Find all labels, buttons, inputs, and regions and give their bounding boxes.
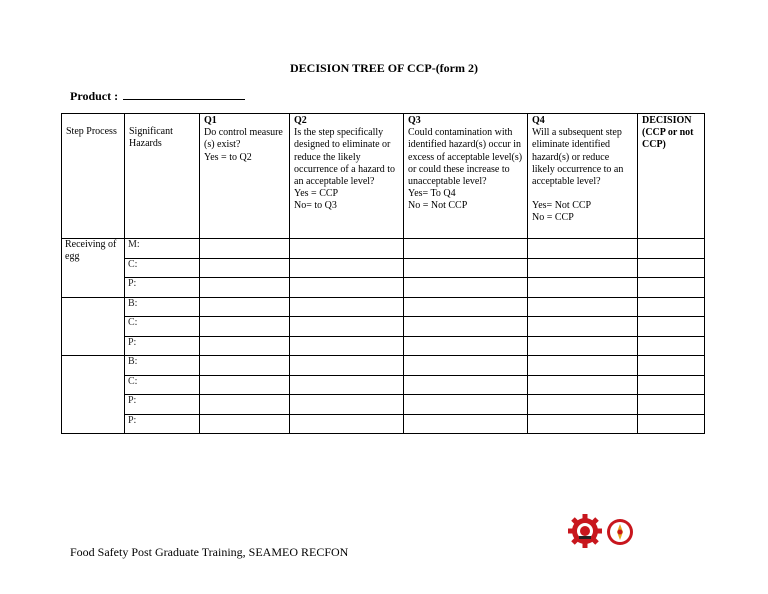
q3-label: Q3 <box>408 115 421 126</box>
hazard-cell[interactable]: B: <box>125 297 200 317</box>
hazard-cell[interactable]: P: <box>125 278 200 298</box>
answer-cell[interactable] <box>290 297 404 317</box>
hazard-cell[interactable]: M: <box>125 239 200 259</box>
answer-cell[interactable] <box>404 258 528 278</box>
answer-cell[interactable] <box>200 375 290 395</box>
product-blank-line[interactable] <box>123 88 245 100</box>
header-q3 <box>404 114 528 239</box>
decision-tree-table <box>61 113 705 434</box>
answer-cell[interactable] <box>290 356 404 376</box>
answer-cell[interactable] <box>638 336 705 356</box>
hazard-cell[interactable]: C: <box>125 317 200 337</box>
header-significant-hazards: Significant Hazards <box>125 114 200 239</box>
table-row <box>62 239 705 259</box>
table-row <box>62 317 705 337</box>
answer-cell[interactable] <box>404 297 528 317</box>
answer-cell[interactable] <box>528 414 638 434</box>
answer-cell[interactable] <box>290 239 404 259</box>
answer-cell[interactable] <box>404 395 528 415</box>
table-row <box>62 278 705 298</box>
q3-yes: Yes= To Q4 <box>408 188 456 200</box>
answer-cell[interactable] <box>290 336 404 356</box>
table-row <box>62 336 705 356</box>
answer-cell[interactable] <box>528 375 638 395</box>
q2-label: Q2 <box>294 115 307 126</box>
q2-yes: Yes = CCP <box>294 188 339 200</box>
hazard-cell[interactable]: B: <box>125 356 200 376</box>
answer-cell[interactable] <box>528 356 638 376</box>
answer-cell[interactable] <box>638 278 705 298</box>
answer-cell[interactable] <box>200 395 290 415</box>
hazard-cell[interactable]: P: <box>125 414 200 434</box>
q3-question: Could contamination with identified hazard(s) occur in excess of acceptable level(s) or could these increase to unacceptable level? <box>408 127 523 188</box>
table-row <box>62 414 705 434</box>
answer-cell[interactable] <box>638 239 705 259</box>
q1-question: Do control measure (s) exist? <box>204 127 283 151</box>
answer-cell[interactable] <box>404 375 528 395</box>
q4-no: No = CCP <box>532 212 574 224</box>
answer-cell[interactable] <box>200 317 290 337</box>
answer-cell[interactable] <box>638 317 705 337</box>
table-row <box>62 375 705 395</box>
answer-cell[interactable] <box>638 258 705 278</box>
answer-cell[interactable] <box>528 395 638 415</box>
product-field <box>70 88 245 104</box>
answer-cell[interactable] <box>200 239 290 259</box>
step-process-cell[interactable] <box>62 356 125 434</box>
header-row <box>62 114 705 239</box>
answer-cell[interactable] <box>290 395 404 415</box>
answer-cell[interactable] <box>290 278 404 298</box>
answer-cell[interactable] <box>528 258 638 278</box>
answer-cell[interactable] <box>404 336 528 356</box>
header-q2 <box>290 114 404 239</box>
header-q1 <box>200 114 290 239</box>
answer-cell[interactable] <box>638 356 705 376</box>
q4-question: Will a subsequent step eliminate identified hazard(s) or reduce likely occurrence to an acceptable level? <box>532 127 624 188</box>
answer-cell[interactable] <box>528 336 638 356</box>
answer-cell[interactable] <box>200 336 290 356</box>
answer-cell[interactable] <box>528 278 638 298</box>
form-title: DECISION TREE OF CCP-(form 2) <box>290 61 478 75</box>
answer-cell[interactable] <box>404 239 528 259</box>
q2-no: No= to Q3 <box>294 200 337 212</box>
seameo-recfon-logo-icon <box>568 513 640 549</box>
answer-cell[interactable] <box>404 278 528 298</box>
logos <box>568 513 640 554</box>
answer-cell[interactable] <box>200 414 290 434</box>
answer-cell[interactable] <box>638 395 705 415</box>
answer-cell[interactable] <box>404 356 528 376</box>
answer-cell[interactable] <box>638 375 705 395</box>
q2-question: Is the step specifically designed to eliminate or reduce the likely occurrence of a hazard to an acceptable level? <box>294 127 396 188</box>
step-process-cell[interactable] <box>62 297 125 356</box>
answer-cell[interactable] <box>638 297 705 317</box>
table-row <box>62 297 705 317</box>
answer-cell[interactable] <box>404 317 528 337</box>
answer-cell[interactable] <box>404 414 528 434</box>
answer-cell[interactable] <box>200 278 290 298</box>
header-decision: DECISION (CCP or not CCP) <box>638 114 705 239</box>
table-row <box>62 395 705 415</box>
header-step-process: Step Process <box>62 114 125 239</box>
answer-cell[interactable] <box>200 258 290 278</box>
step-process-cell[interactable]: Receiving of egg <box>62 239 125 298</box>
q1-yes: Yes = to Q2 <box>204 151 252 163</box>
footer-text: Food Safety Post Graduate Training, SEAMEO RECFON <box>70 545 349 559</box>
answer-cell[interactable] <box>638 414 705 434</box>
q4-label: Q4 <box>532 115 545 126</box>
header-q4 <box>528 114 638 239</box>
answer-cell[interactable] <box>290 317 404 337</box>
table-row <box>62 258 705 278</box>
answer-cell[interactable] <box>290 414 404 434</box>
answer-cell[interactable] <box>290 258 404 278</box>
answer-cell[interactable] <box>200 356 290 376</box>
answer-cell[interactable] <box>528 317 638 337</box>
hazard-cell[interactable]: C: <box>125 258 200 278</box>
hazard-cell[interactable]: P: <box>125 336 200 356</box>
table-row <box>62 356 705 376</box>
hazard-cell[interactable]: P: <box>125 395 200 415</box>
answer-cell[interactable] <box>290 375 404 395</box>
answer-cell[interactable] <box>200 297 290 317</box>
q1-label: Q1 <box>204 115 217 126</box>
q3-no: No = Not CCP <box>408 200 468 212</box>
answer-cell[interactable] <box>528 239 638 259</box>
hazard-cell[interactable]: C: <box>125 375 200 395</box>
answer-cell[interactable] <box>528 297 638 317</box>
q4-yes: Yes= Not CCP <box>532 200 592 212</box>
product-label: Product : <box>70 89 119 103</box>
